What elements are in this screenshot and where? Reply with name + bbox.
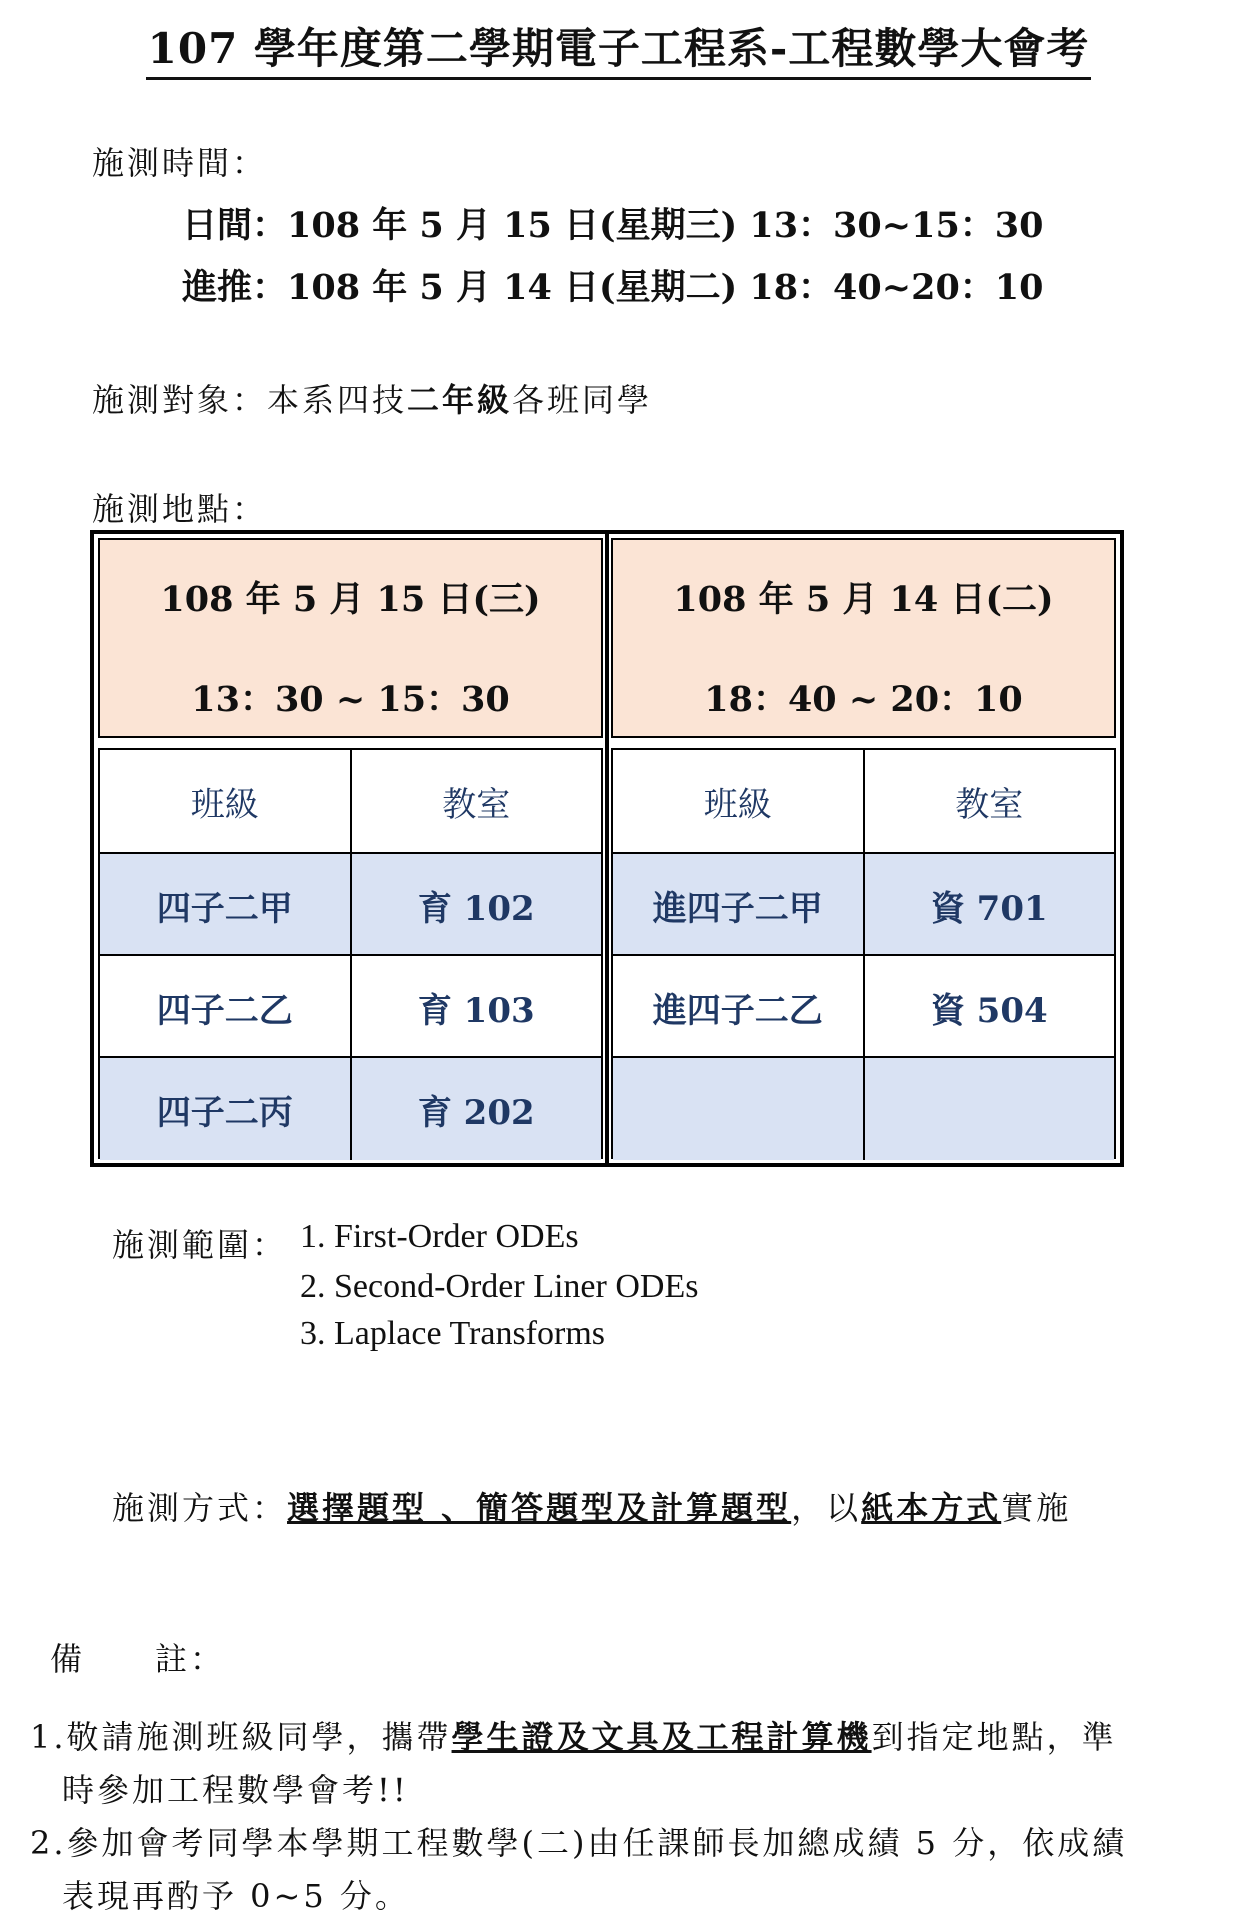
remark-1-items: 學生證及文具及工程計算機 (451, 1718, 872, 1756)
scope-label: 施測範圍： (112, 1226, 288, 1264)
table-row (613, 852, 1114, 956)
session-night (605, 534, 1120, 1163)
method-paper: 紙本方式 (861, 1489, 1002, 1527)
room-cell: 育 103 (417, 990, 535, 1031)
scope-item: 2. Second-Order Liner ODEs (300, 1268, 699, 1305)
method-label: 施測方式： (112, 1489, 288, 1527)
session-date: 108 年 5 月 14 日(二) (673, 579, 1054, 620)
session-header (611, 538, 1116, 738)
class-cell: 四子二乙 (100, 956, 352, 1058)
session-date: 108 年 5 月 15 日(三) (160, 579, 541, 620)
day-schedule: 日間：108 年 5 月 15 日(星期三) 13：30~15：30 (182, 205, 1044, 246)
remark-2-cont: 表現再酌予 0~5 分。 (62, 1877, 410, 1915)
table-header-row (613, 750, 1114, 852)
col-class: 班級 (613, 750, 865, 852)
remark-2: 2.參加會考同學本學期工程數學(二)由任課師長加總成績 5 分，依成績 (30, 1824, 1128, 1862)
col-room: 教室 (955, 784, 1024, 825)
location-table (90, 530, 1124, 1167)
col-room: 教室 (442, 784, 511, 825)
remark-1-cont: 時參加工程數學會考!! (62, 1771, 409, 1809)
table-row (613, 1056, 1114, 1160)
target-grade: 二年級 (407, 381, 513, 419)
class-cell: 四子二丙 (100, 1058, 352, 1160)
table-row (100, 852, 601, 956)
remark-1-a: 1.敬請施測班級同學，攜帶 (30, 1718, 452, 1756)
location-label: 施測地點： (92, 490, 268, 528)
room-cell: 育 202 (417, 1092, 535, 1133)
remark-1 (30, 1712, 1117, 1758)
target-line (92, 375, 652, 421)
scope-item: 3. Laplace Transforms (300, 1315, 606, 1352)
table-header-row (100, 750, 601, 852)
class-cell: 進四子二甲 (613, 854, 865, 956)
method-mid: ，以 (791, 1489, 862, 1527)
session-grid (611, 748, 1116, 1159)
time-label: 施測時間： (92, 144, 268, 182)
session-time: 18：40 ~ 20：10 (704, 679, 1023, 720)
method-end: 實施 (1001, 1489, 1072, 1527)
remarks-label: 備 註： (50, 1640, 226, 1678)
class-cell: 進四子二乙 (613, 956, 865, 1058)
table-row (100, 954, 601, 1058)
col-class: 班級 (100, 750, 352, 852)
room-cell: 育 102 (417, 888, 535, 929)
room-cell: 資 701 (930, 888, 1048, 929)
session-header (98, 538, 603, 738)
class-cell: 四子二甲 (100, 854, 352, 956)
method-line (112, 1483, 1071, 1529)
page-title: 107 學年度第二學期電子工程系-工程數學大會考 (0, 16, 1237, 76)
room-cell (865, 1058, 1115, 1160)
scope-item: 1. First-Order ODEs (300, 1218, 579, 1255)
target-rest: 各班同學 (512, 381, 653, 419)
method-types: 選擇題型 、簡答題型及計算題型 (287, 1489, 792, 1527)
night-schedule: 進推：108 年 5 月 14 日(星期二) 18：40~20：10 (182, 267, 1044, 308)
session-grid (98, 748, 603, 1159)
target-label: 施測對象：本系四技 (92, 381, 408, 419)
session-time: 13：30 ~ 15：30 (191, 679, 510, 720)
remark-1-c: 到指定地點，準 (871, 1718, 1117, 1756)
table-row (613, 954, 1114, 1058)
table-row (100, 1056, 601, 1160)
session-day (94, 534, 609, 1163)
class-cell (613, 1058, 865, 1160)
room-cell: 資 504 (930, 990, 1048, 1031)
